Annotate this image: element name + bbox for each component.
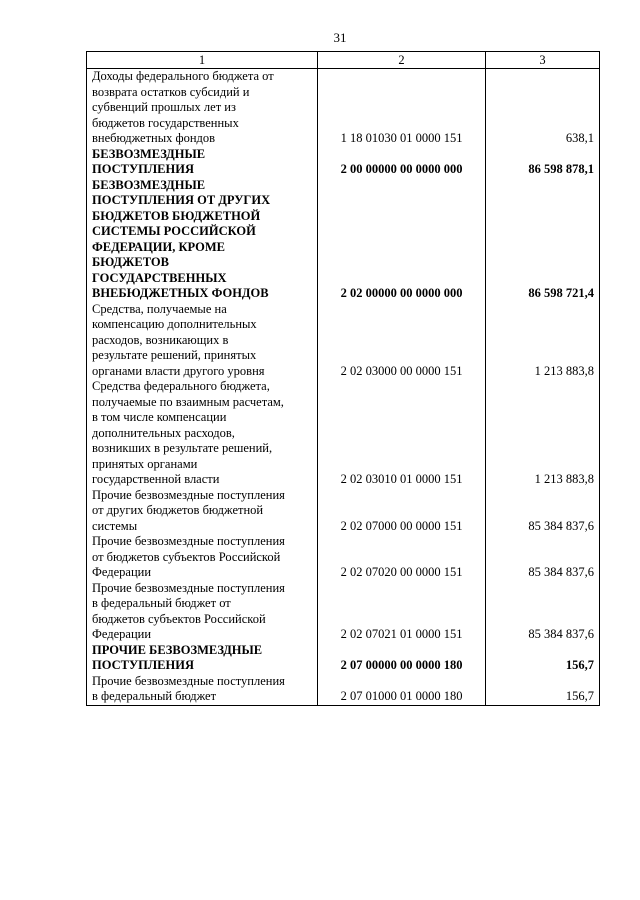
description-line: возникших в результате решений, — [92, 441, 273, 455]
description-line: дополнительных расходов, — [92, 425, 235, 440]
description-line: возврата остатков субсидий и — [92, 84, 250, 99]
row-description — [87, 643, 318, 674]
table-row — [87, 69, 600, 147]
row-amount: 1 213 883,8 — [486, 302, 600, 380]
description-line: БЕЗВОЗМЕЗДНЫЕ — [92, 146, 206, 161]
description-line: Прочие безвозмездные поступления — [92, 487, 285, 502]
description-line: БЕЗВОЗМЕЗДНЫЕ — [92, 177, 206, 192]
description-line: внебюджетных фондов — [92, 131, 216, 145]
row-code: 2 02 03010 01 0000 151 — [318, 379, 486, 488]
column-header-1: 1 — [87, 52, 318, 69]
description-line: БЮДЖЕТОВ — [92, 255, 169, 269]
description-line: Федерации — [92, 627, 152, 641]
row-description — [87, 69, 318, 147]
row-description — [87, 302, 318, 380]
row-description — [87, 178, 318, 302]
row-description — [87, 147, 318, 178]
description-line: ФЕДЕРАЦИИ, КРОМЕ — [92, 239, 225, 254]
row-description — [87, 674, 318, 706]
row-code: 1 18 01030 01 0000 151 — [318, 69, 486, 147]
description-line: в том числе компенсации — [92, 410, 227, 424]
revenue-table — [86, 51, 600, 706]
description-line: принятых органами — [92, 456, 198, 471]
description-line: от других бюджетов бюджетной — [92, 503, 264, 517]
description-line: государственной власти — [92, 472, 220, 486]
row-amount: 85 384 837,6 — [486, 488, 600, 535]
row-code: 2 00 00000 00 0000 000 — [318, 147, 486, 178]
page-number: 31 — [333, 30, 347, 45]
description-line: Средства федерального бюджета, — [92, 379, 270, 393]
description-line: ПОСТУПЛЕНИЯ — [92, 162, 194, 176]
description-line: в федеральный бюджет — [92, 689, 217, 703]
table-row — [87, 178, 600, 302]
description-line: от бюджетов субъектов Российской — [92, 549, 281, 564]
description-line: органами власти другого уровня — [92, 363, 265, 378]
table-row — [87, 643, 600, 674]
row-amount: 85 384 837,6 — [486, 534, 600, 581]
table-row — [87, 674, 600, 706]
column-header-3: 3 — [486, 52, 600, 69]
description-line: СИСТЕМЫ РОССИЙСКОЙ — [92, 224, 256, 238]
row-amount: 1 213 883,8 — [486, 379, 600, 488]
description-line: Прочие безвозмездные поступления — [92, 673, 285, 688]
table-row — [87, 302, 600, 380]
description-line: БЮДЖЕТОВ БЮДЖЕТНОЙ — [92, 208, 261, 223]
row-code: 2 02 07020 00 0000 151 — [318, 534, 486, 581]
description-line: ПРОЧИЕ БЕЗВОЗМЕЗДНЫЕ — [92, 642, 263, 657]
table-row — [87, 147, 600, 178]
table-header-row — [87, 52, 600, 69]
row-description — [87, 534, 318, 581]
description-line: в федеральный бюджет от — [92, 596, 231, 610]
row-code: 2 07 00000 00 0000 180 — [318, 643, 486, 674]
description-line: Прочие безвозмездные поступления — [92, 534, 285, 548]
table-row — [87, 581, 600, 643]
description-line: расходов, возникающих в — [92, 332, 229, 347]
column-header-2: 2 — [318, 52, 486, 69]
row-amount: 156,7 — [486, 674, 600, 706]
row-code: 2 02 07000 00 0000 151 — [318, 488, 486, 535]
description-line: Средства, получаемые на — [92, 301, 227, 316]
row-code: 2 02 00000 00 0000 000 — [318, 178, 486, 302]
row-description — [87, 488, 318, 535]
row-amount: 156,7 — [486, 643, 600, 674]
description-line: получаемые по взаимным расчетам, — [92, 394, 284, 409]
description-line: ПОСТУПЛЕНИЯ ОТ ДРУГИХ — [92, 193, 271, 207]
row-amount: 86 598 721,4 — [486, 178, 600, 302]
description-line: ПОСТУПЛЕНИЯ — [92, 658, 194, 672]
description-line: бюджетов государственных — [92, 115, 239, 130]
description-line: результате решений, принятых — [92, 348, 257, 362]
row-description — [87, 581, 318, 643]
table-row — [87, 534, 600, 581]
row-code: 2 07 01000 01 0000 180 — [318, 674, 486, 706]
description-line: ВНЕБЮДЖЕТНЫХ ФОНДОВ — [92, 286, 269, 300]
description-line: субвенций прошлых лет из — [92, 100, 236, 114]
row-amount: 86 598 878,1 — [486, 147, 600, 178]
row-description — [87, 379, 318, 488]
row-code: 2 02 07021 01 0000 151 — [318, 581, 486, 643]
description-line: ГОСУДАРСТВЕННЫХ — [92, 270, 227, 285]
description-line: компенсацию дополнительных — [92, 317, 257, 331]
row-amount: 85 384 837,6 — [486, 581, 600, 643]
description-line: бюджетов субъектов Российской — [92, 611, 266, 626]
table-row — [87, 488, 600, 535]
row-code: 2 02 03000 00 0000 151 — [318, 302, 486, 380]
description-line: системы — [92, 518, 138, 533]
table-row — [87, 379, 600, 488]
row-amount: 638,1 — [486, 69, 600, 147]
description-line: Федерации — [92, 565, 152, 579]
description-line: Прочие безвозмездные поступления — [92, 580, 285, 595]
description-line: Доходы федерального бюджета от — [92, 69, 274, 83]
